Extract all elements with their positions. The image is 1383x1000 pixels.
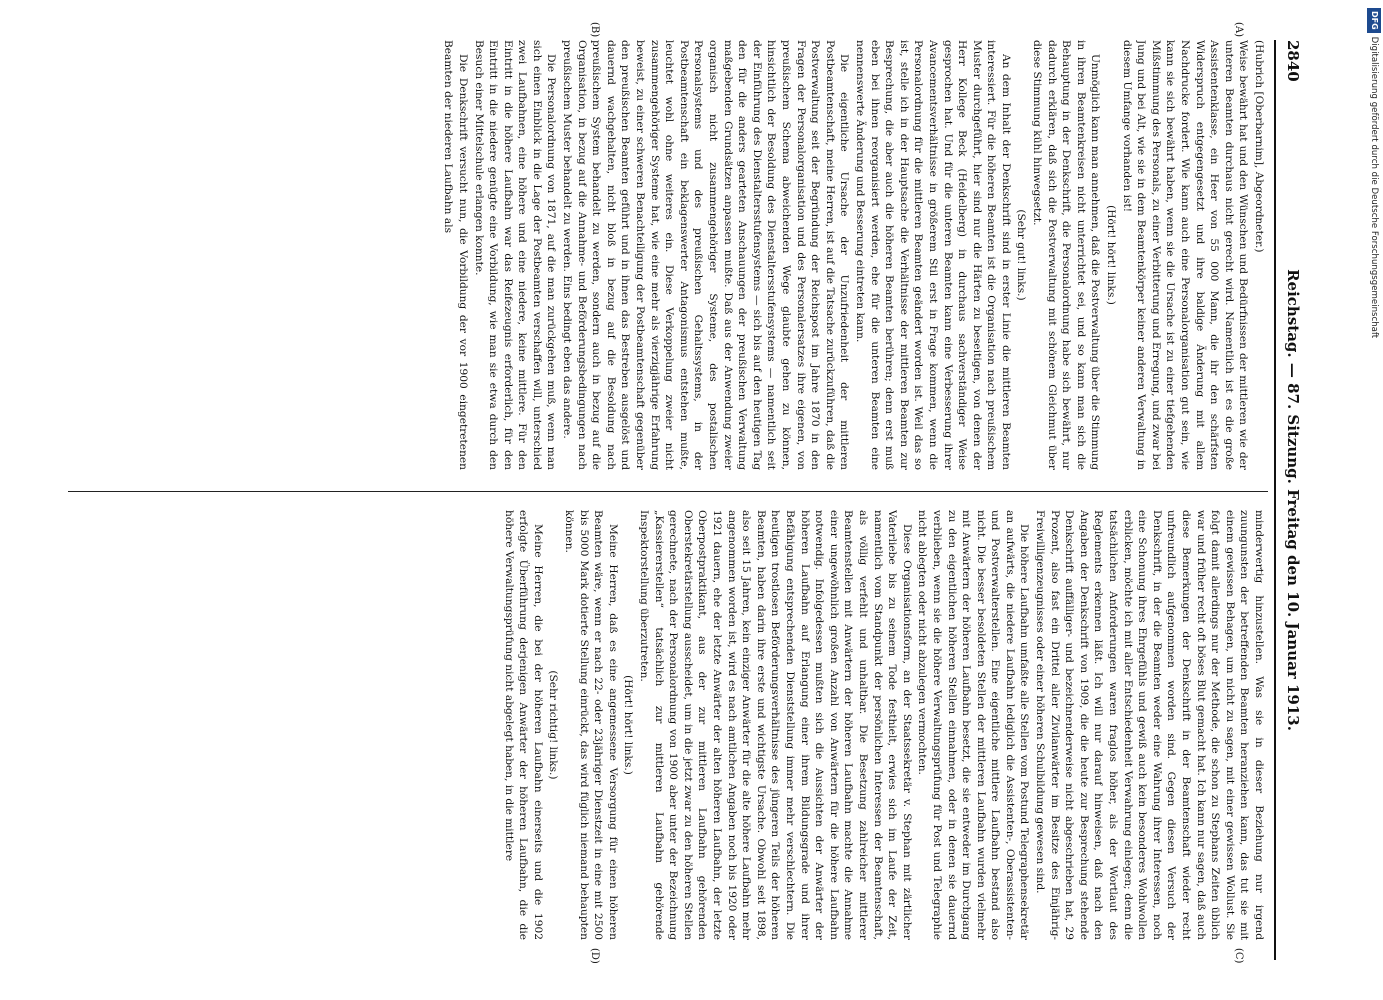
paragraph: (Hört! hört! links.): [1105, 205, 1118, 305]
right-column: [66, 510, 1266, 940]
margin-letter-c: (C): [1233, 948, 1244, 964]
page-number: 2840: [1284, 40, 1302, 82]
dfg-logo: DFG: [1367, 8, 1381, 33]
paragraph: (Sehr richtig! links.): [547, 670, 560, 780]
paragraph: Die Personalordnung von 1871, auf die man zurückgehen muß, wenn man sich einen Einblick in die Lage der Postbeamten verschaffen will, unterschied zwei Laufbahnen, eine höhere und eine niedere, keine mittlere. Für den Eintritt in die höhere Laufbahn war das Reifezeugnis erforderlich, für den Eintritt in die niedere genügte eine Vorbildung, wie man sie etwa durch den Besuch einer Mittelschule erlangen konnte.: [472, 40, 558, 470]
paragraph: Die höhere Laufbahn umfaßte alle Stellen vom Postund Telegraphensekretär an aufwärts, die niedere Laufbahn lediglich die Assistenten-, Oberassistenten- und Postverwalterstellen. Eine eigentliche mittlere Laufbahn bestand also nicht. Die besser besoldeten Stellen der mittleren Laufbahn wurden vielmehr mit Anwärtern der höheren Laufbahn besetzt, die sie entweder im Durchgang zu den eigentlichen höheren Stellen einnahmen, oder in denen sie dauernd verblieben, wenn sie die höhere Verwaltungsprüfung für Post und Telegraphie nicht ablegten oder nicht abzulegen vermochten.: [916, 510, 1031, 940]
paragraph: (Sehr gut! links.): [1015, 209, 1028, 301]
paragraph: Meine Herren, daß es eine angemessene Versorgung für einen höheren Beamten wäre, wenn er nach 22- oder 23jähriger Dienstzeit in eine mit 2500 bis 5000 Mark dotierte Stellung einrückt, das wird füglich niemand behaupten können.: [563, 510, 619, 940]
paragraph: Die Denkschrift versucht nun, die Vorbildung der vor 1900 eingetretenen Beamten der niederen Laufbahn als: [442, 40, 469, 470]
side-label: [1369, 8, 1383, 988]
document-page: [36, 22, 1306, 964]
side-label-text: Digitalisierung gefördert durch die Deutsche Forschungsgemeinschaft: [1369, 36, 1379, 339]
column-rule: [68, 491, 1268, 492]
paragraph: Meine Herren, die bei der höheren Laufbahn einerseits und die 1902 erfolgte Überführung derjenigen Anwärter der höheren Laufbahn, die die höhere Verwaltungsprüfung nicht abgelegt haben, in die mittlere: [502, 510, 544, 940]
margin-letter-d: (D): [589, 948, 600, 964]
margin-letter-b: (B): [589, 22, 600, 38]
paragraph: Weise bewährt hat und den Wünschen und Bedürfnissen der mittleren wie der unteren Beamten durchaus nicht gerecht wird. Namentlich ist es die große Assistentenklasse, ein Heer von 55 000 Mann, die ihr den schärfsten Widerspruch entgegengesetzt und ihre baldige Änderung mit allem Nachdrucke fordert. Wie kann auch eine Personalorganisation gut sein, wie kann sie sich bewährt haben, wenn sie die Ursache ist zu einer tiefgehenden Mißstimmung des Personals, zu einer Verbitterung und Erregung, und zwar bei Jung und bei Alt, wie sie in dem Beamtenkörper keiner anderen Verwaltung in diesem Umfange vorhanden ist!: [1120, 40, 1250, 470]
paragraph: (Hubrich [Oberbarnim], Abgeordneter.): [1253, 40, 1265, 253]
paragraph: Unmöglich kann man annehmen, daß die Postverwaltung über die Stimmung in ihren Beamtenkreisen nicht unterrichtet sei, und so kann man sich die Behauptung in der Denkschrift, die Personalordnung habe sich bewährt, nur dadurch erklären, daß sich die Postverwaltung mit schönem Gleichmut über diese Stimmung kühl hinwegsetzt.: [1031, 40, 1102, 470]
paragraph: (Hört! hört! links.): [622, 675, 635, 775]
header-rule: [1274, 40, 1276, 960]
paragraph: Die eigentliche Ursache der Unzufriedenheit der mittleren Postbeamtenschaft, meine Herren, ist auf die Tatsache zurückzuführen, daß die Postverwaltung seit der Begründung der Reichspost im Jahre 1870 in den Fragen der Personalorganisation und des Personalersatzes ihre eigenen, von preußischem Schema abweichenden Wege glaubte gehen zu können, hinsichtlich der Besoldung des Dienstaltersstufensystems — namentlich seit der Einführung des Dienstaltersstufensystems — sich bis auf den heutigen Tag den für die anders gearteten Anschauungen der preußischen Verwaltung maßgebenden Grundsätzen anpassen mußte. Daß aus der Anwendung zweier organisch nicht zusammengehöriger Systeme, des postalischen Personalsystems und des preußischen Gehaltssystems, in der Postbeamtenschaft ein beklagenswerter Antagonismus entstehen mußte, leuchtet wohl ohne weiteres ein. Diese Verkoppelung zweier nicht zusammengehöriger Systeme hat, wie eine mehr als vierzigjährige Erfahrung beweist, zu einer schweren Benachteiligung der Postbeamtenschaft gegenüber den preußischen Beamten geführt und in ihnen das Bestreben ausgelöst und dauernd wachgehalten, nicht bloß in bezug auf die Besoldung nach preußischem System behandelt zu werden, sondern auch in bezug auf die Organisation, in bezug auf die Annahme- und Beförderungsbedingungen nach preußischem Muster behandelt zu werden. Eins bedingt eben das andere.: [561, 40, 851, 470]
left-column: [66, 40, 1266, 470]
paragraph: An dem Inhalt der Denkschrift sind in erster Linie die mittleren Beamten interessiert. Für die höheren Beamten ist die Organisation nach preußischem Muster durchgeführt, hier sind nur die Härten zu beseitigen, von denen der Herr Kollege Beck (Heidelberg) in durchaus sachverständiger Weise gesprochen hat. Und für die unteren Beamten kann eine Verbesserung ihrer Avancementsverhältnisse in größerem Stil erst in Frage kommen, wenn die Personalordnung für die mittleren Beamten geändert worden ist. Weil das so ist, stelle ich in der Hauptsache die Verhältnisse der mittleren Beamten zur Besprechung, die aber auch die höheren Beamten berühren; denn erst muß eben bei ihnen reorganisiert werden, ehe für die unteren Beamten eine nennenswerte Änderung und Besserung eintreten kann.: [853, 40, 1012, 470]
paragraph: Diese Organisationsform, an der Staatssekretär v. Stephan mit zärtlicher Vaterliebe bis zu seinem Tode festhielt, erwies sich im Laufe der Zeit, namentlich vom Standpunkt der persönlichen Interessen der Beamtenschaft, als völlig verfehlt und unhaltbar. Die Besetzung zahlreicher mittlerer Beamtenstellen mit Anwärtern der höheren Laufbahn machte die Annahme einer ungewöhnlich großen Anzahl von Anwärtern für die höhere Laufbahn notwendig. Infolgedessen mußten sich die Aussichten der Anwärter der höheren Laufbahn auf Erlangung einer ihrem Bildungsgrade und ihrer Befähigung entsprechenden Dienststellung immer mehr verschlechtern. Die heutigen trostlosen Beförderungsverhältnisse des jüngeren Teils der höheren Beamten, haben darin ihre erste und wichtigste Ursache. Obwohl seit 1898, also seit 15 Jahren, kein einziger Anwärter für die alte höhere Laufbahn mehr angenommen worden ist, wird es nach amtlichen Angaben noch bis 1920 oder 1921 dauern, ehe der letzte Anwärter der alten höheren Laufbahn, der letzte Oberpostpraktikant, aus der zur mittleren Laufbahn gehörenden Oberstekretärstellung ausscheidet, um in die jetzt zwar zu den höheren Stellen gerechnete, nach der Personalordnung von 1900 aber unter der Bezeichnung „Kassiererstellen“ tatsächlich zur mittleren Laufbahn gehörende Inspektorstellung überzutreten.: [638, 510, 913, 940]
margin-letter-a: (A): [1233, 22, 1244, 38]
page-title: Reichstag. — 87. Sitzung. Freitag den 10. Januar 1913.: [1284, 269, 1302, 731]
running-head: [1278, 40, 1306, 960]
paragraph: minderwertig hinzustellen. Was sie in dieser Beziehung nur irgend zuungunsten der betreffenden Beamten heranziehen kann, das tut sie mit einem gewissen Behagen, um nicht zu sagen, mit einer gewissen Wollust. Sie folgt damit allerdings nur der Methode, die schon zu Stephans Zeiten üblich war und früher recht oft böses Blut gemacht hat. Ich kann nur sagen, daß auch diese Bemerkungen der Denkschrift in der Beamtenschaft wieder recht unfreundlich aufgenommen worden sind. Gegen diesen Versuch der Denkschrift, in der die Beamten weder eine Wahrung ihrer Interessen, noch eine Schonung ihres Ehrgefühls und gewiß auch kein besonderes Wohlwollen erblicken, möchte ich mit aller Entschiedenheit Verwahrung einlegen; denn die tatsächlichen Anforderungen waren fraglos höher, als der Wortlaut des Reglements erkennen läßt. Ich will nur darauf hinweisen, daß nach den Angaben der Denkschrift von 1909, die die heute zur Besprechung stehende Denkschrift auffälliger- und bezeichnenderweise nicht abgeschrieben hat, 29 Prozent, also fast ein Drittel aller Zivilanwärter im Besitze des Einjährig-Freiwilligenzeugnisses oder einer höheren Schulbildung gewesen sind.: [1034, 510, 1265, 940]
